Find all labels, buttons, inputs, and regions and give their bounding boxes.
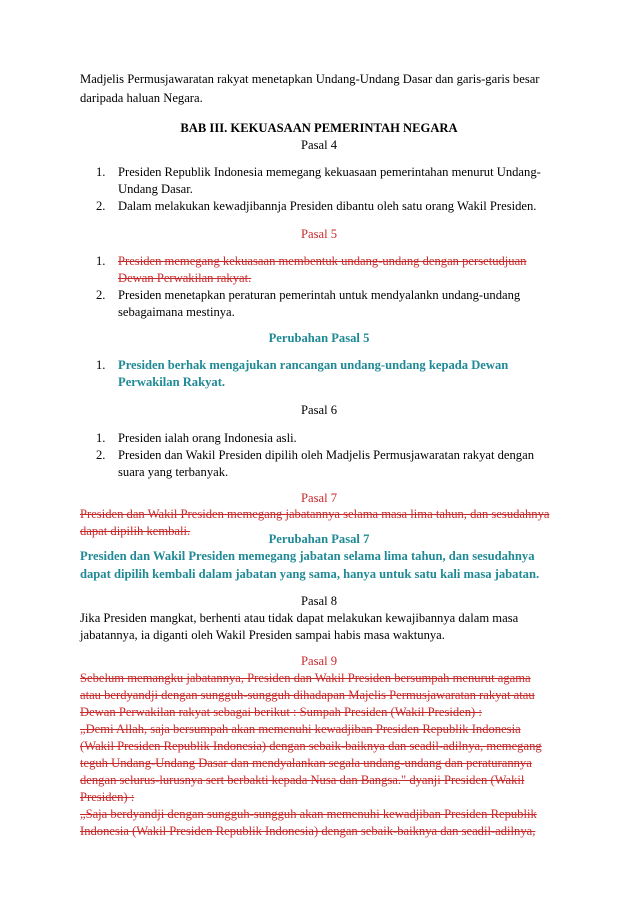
list-number: 2. xyxy=(96,448,106,462)
pasal-9-line-deleted: Presiden) : xyxy=(80,790,135,804)
list-item-line: Presiden Republik Indonesia memegang kekuasaan pemerintahan menurut Undang- xyxy=(118,165,541,179)
list-item-line: Presiden ialah orang Indonesia asli. xyxy=(118,431,297,445)
pasal-9-line-deleted: Sebelum memangku jabatannya, Presiden dan Wakil Presiden bersumpah menurut agama xyxy=(80,671,531,685)
intro-line-1: Madjelis Permusjawaratan rakyat menetapkan Undang-Undang Dasar dan garis-garis besar xyxy=(80,72,540,86)
list-item-line: Presiden menetapkan peraturan pemerintah untuk mendyalankn undang-undang xyxy=(118,288,521,302)
pasal-8-line: Jika Presiden mangkat, berhenti atau tidak dapat melakukan kewajibannya dalam masa xyxy=(80,611,519,625)
list-item-line: Presiden dan Wakil Presiden dipilih oleh Madjelis Permusjawaratan rakyat dengan xyxy=(118,448,534,462)
perubahan-pasal-5-heading: Perubahan Pasal 5 xyxy=(268,331,370,345)
pasal-9-line-deleted: Indonesia (Wakil Presiden Republik Indonesia) dengan sebaik-baiknya dan seadil-adilnya, xyxy=(80,824,536,838)
pasal-9-line-deleted: Dewan Perwakilan rakyat sebagai berikut : Sumpah Presiden (Wakil Presiden) : xyxy=(80,705,482,719)
perubahan-pasal-7-heading: Perubahan Pasal 7 xyxy=(268,532,370,546)
chapter-title: BAB III. KEKUASAAN PEMERINTAH NEGARA xyxy=(180,121,458,135)
list-number: 2. xyxy=(96,288,106,302)
list-item-line-deleted: Dewan Perwakilan rakyat. xyxy=(118,271,252,285)
pasal-5-heading: Pasal 5 xyxy=(300,227,338,241)
list-item-line: sebagaimana mestinya. xyxy=(118,305,235,319)
list-item-line: Dalam melakukan kewadjibannja Presiden dibantu oleh satu orang Wakil Presiden. xyxy=(118,199,537,213)
pasal-9-line-deleted: „Demi Allah, saja bersumpah akan memenuhi kewadjiban Presiden Republik Indonesia xyxy=(80,722,521,736)
list-number: 1. xyxy=(96,358,106,372)
pasal-9-line-deleted: dengan selurus-lurusnya sert berbakti kepada Nusa dan Bangsa." dyanji Presiden (Wakil xyxy=(80,773,525,787)
perubahan-pasal-7-line: dapat dipilih kembali dalam jabatan yang sama, hanya untuk satu kali masa jabatan. xyxy=(80,567,540,581)
list-item-line: Undang Dasar. xyxy=(118,182,193,196)
pasal-9-line-deleted: (Wakil Presiden Republik Indonesia) dengan sebaik-baiknya dan seadil-adilnya, memegang xyxy=(80,739,542,753)
pasal-4-heading: Pasal 4 xyxy=(300,138,338,152)
pasal-8-line: jabatannya, ia diganti oleh Wakil Presiden sampai habis masa waktunya. xyxy=(80,628,445,642)
list-item-line-amended: Presiden berhak mengajukan rancangan undang-undang kepada Dewan xyxy=(118,358,509,372)
pasal-7-line-deleted: dapat dipilih kembali. xyxy=(80,524,191,538)
pasal-9-line-deleted: teguh Undang-Undang Dasar dan mendyalankan segala undang-undang dan peraturannya xyxy=(80,756,532,770)
pasal-7-line-deleted: Presiden dan Wakil Presiden memegang jabatannya selama masa lima tahun, dan sesudahnya xyxy=(80,507,550,521)
pasal-6-heading: Pasal 6 xyxy=(300,403,338,417)
perubahan-pasal-7-line: Presiden dan Wakil Presiden memegang jabatan selama lima tahun, dan sesudahnya xyxy=(80,549,535,563)
pasal-7-heading: Pasal 7 xyxy=(300,491,338,505)
list-number: 1. xyxy=(96,431,106,445)
pasal-8-heading: Pasal 8 xyxy=(300,594,338,608)
pasal-9-line-deleted: „Saja berdyandji dengan sungguh-sungguh akan memenuhi kewadjiban Presiden Republik xyxy=(80,807,537,821)
list-number: 1. xyxy=(96,254,106,268)
pasal-9-line-deleted: atau berdyandji dengan sungguh-sungguh dihadapan Majelis Permusjawaratan rakyat atau xyxy=(80,688,535,702)
pasal-9-heading: Pasal 9 xyxy=(300,654,338,668)
list-item-line: suara yang terbanyak. xyxy=(118,465,229,479)
list-number: 1. xyxy=(96,165,106,179)
list-number: 2. xyxy=(96,199,106,213)
list-item-line-deleted: Presiden memegang kekuasaan membentuk undang-undang dengan persetudjuan xyxy=(118,254,527,268)
list-item-line-amended: Perwakilan Rakyat. xyxy=(118,375,226,389)
intro-line-2: daripada haluan Negara. xyxy=(80,91,203,105)
